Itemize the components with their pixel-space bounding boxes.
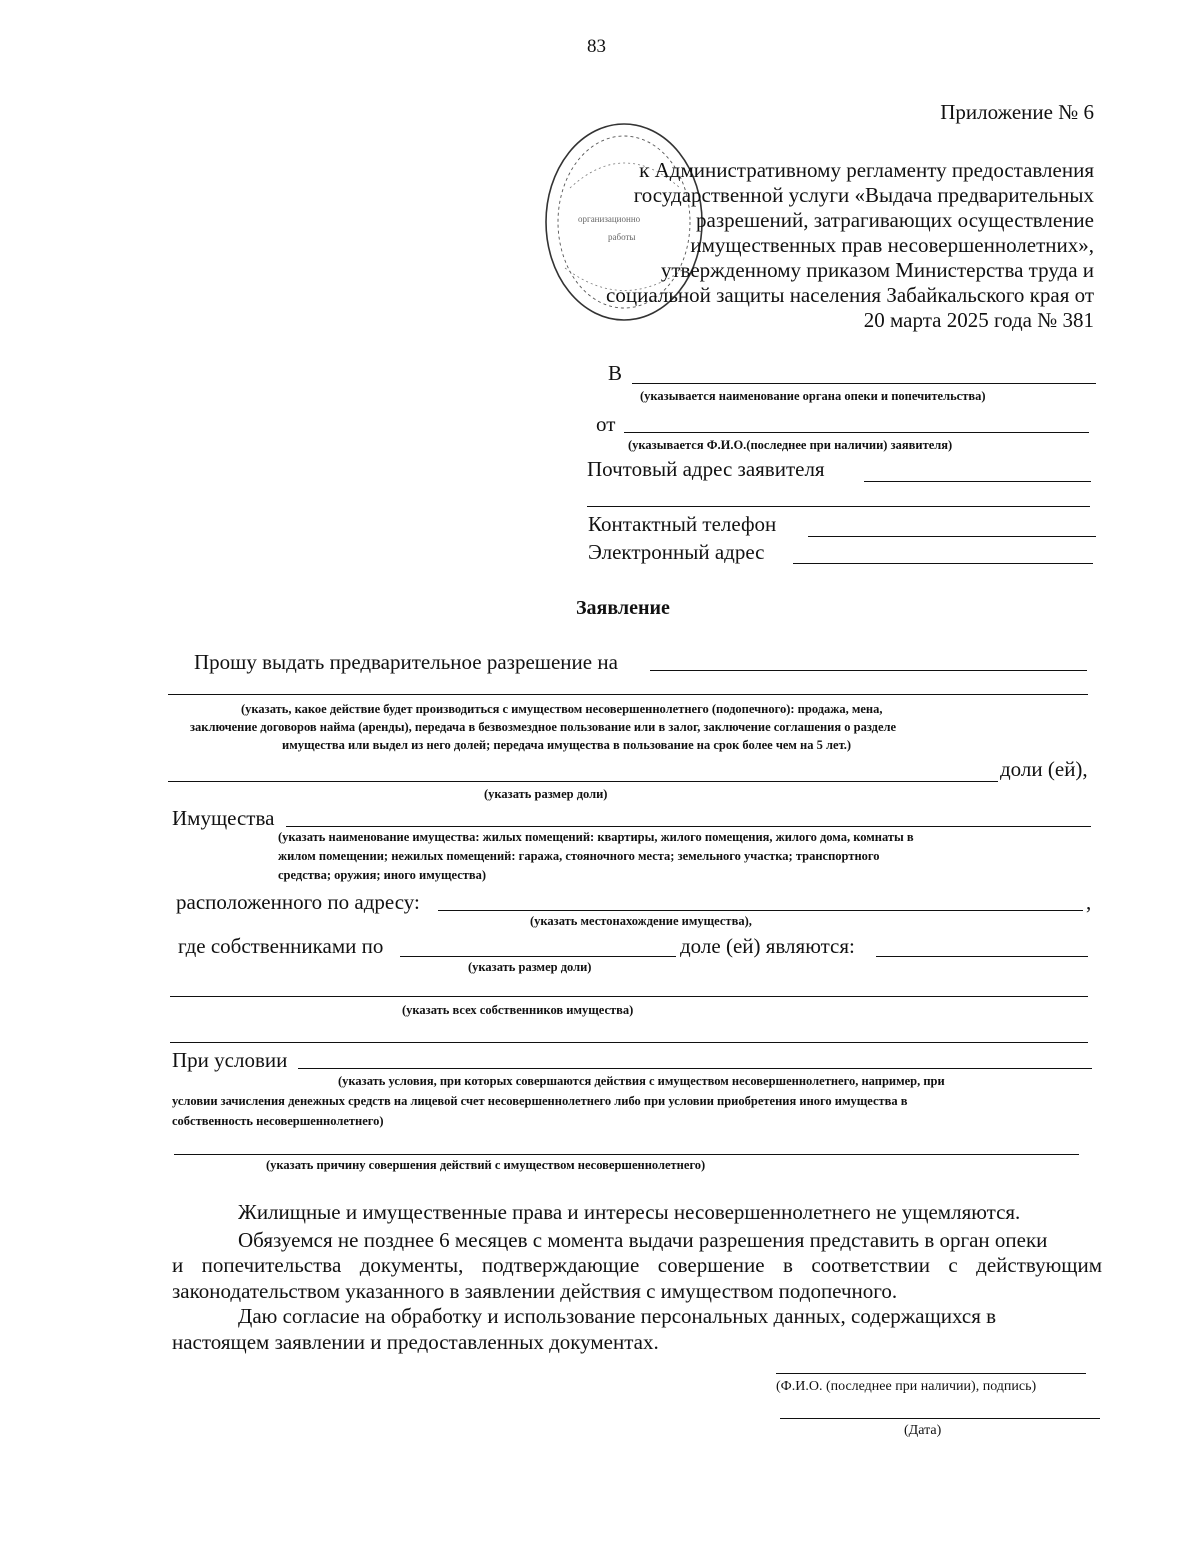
owners-line-3 <box>170 1042 1088 1043</box>
signature-line <box>776 1373 1086 1374</box>
phone-line <box>808 536 1096 537</box>
date-hint: (Дата) <box>904 1423 942 1438</box>
date-line <box>780 1418 1100 1419</box>
phone-label: Контактный телефон <box>588 512 777 536</box>
paragraph-2-rest: и попечительства документы, подтверждающие совершение в соответствии с действующим законодательством указанного в заявлении действия с имуществом подопечного. <box>172 1253 1102 1303</box>
appendix-line-3: разрешений, затрагивающих осуществление <box>696 208 1094 232</box>
action-hint-2: заключение договоров найма (аренды), передача в безвозмездное пользование или в залог, заключение соглашения о разделе <box>190 720 897 734</box>
owners-share-line <box>400 956 676 957</box>
condition-line <box>298 1068 1092 1069</box>
stamp-text-line-2: работы <box>608 232 636 242</box>
appendix-title: Приложение № 6 <box>940 100 1094 124</box>
signature-hint: (Ф.И.О. (последнее при наличии), подпись) <box>776 1379 1037 1394</box>
condition-label: При условии <box>172 1048 288 1072</box>
to-label: В <box>608 361 623 385</box>
address-label: расположенного по адресу: <box>176 890 420 914</box>
from-label: от <box>596 412 616 436</box>
action-hint-1: (указать, какое действие будет производиться с имуществом несовершеннолетнего (подопечного): продажа, мена, <box>241 702 883 716</box>
reason-line <box>174 1154 1079 1155</box>
paragraph-1: Жилищные и имущественные права и интересы несовершеннолетнего не ущемляются. <box>238 1200 1021 1224</box>
email-label: Электронный адрес <box>588 540 765 564</box>
appendix-line-7: 20 марта 2025 года № 381 <box>863 308 1094 332</box>
property-hint-1: (указать наименование имущества: жилых помещений: квартиры, жилого помещения, жилого дома, комнаты в <box>278 830 914 844</box>
appendix-line-6: социальной защиты населения Забайкальского края от <box>606 283 1094 307</box>
to-hint: (указывается наименование органа опеки и попечительства) <box>640 389 986 403</box>
address-comma: , <box>1086 890 1092 914</box>
postal-label: Почтовый адрес заявителя <box>587 457 825 481</box>
appendix-line-1: к Административному регламенту предоставления <box>639 158 1094 182</box>
condition-hint-1: (указать условия, при которых совершаются действия с имуществом несовершеннолетнего, например, при <box>338 1074 945 1088</box>
action-hint-3: имущества или выдел из него долей; передача имущества в пользование на срок более чем на 5 лет.) <box>282 738 852 752</box>
owners-hint: (указать всех собственников имущества) <box>402 1003 634 1017</box>
property-line <box>286 826 1091 827</box>
stamp-text-line-1: организационно <box>578 214 641 224</box>
postal-line-1 <box>864 481 1091 482</box>
condition-hint-2: условии зачисления денежных средств на лицевой счет несовершеннолетнего либо при условии приобретения иного имущества в <box>172 1094 908 1108</box>
share-line <box>168 781 998 782</box>
from-hint: (указывается Ф.И.О.(последнее при наличии) заявителя) <box>628 438 953 452</box>
paragraph-3-first-line: Даю согласие на обработку и использование персональных данных, содержащихся в <box>238 1304 997 1328</box>
reason-hint: (указать причину совершения действий с имуществом несовершеннолетнего) <box>266 1158 706 1172</box>
email-line <box>793 563 1093 564</box>
share-suffix: доли (ей), <box>1000 757 1088 781</box>
owners-label: где собственниками по <box>178 934 384 958</box>
paragraph-3-rest: настоящем заявлении и предоставленных документах. <box>172 1330 659 1354</box>
owners-line-1 <box>876 956 1088 957</box>
request-line-2 <box>168 694 1088 695</box>
document-title: Заявление <box>576 597 670 619</box>
request-line-1 <box>650 670 1087 671</box>
paragraph-2-first-line: Обязуемся не позднее 6 месяцев с момента выдачи разрешения представить в орган опеки <box>238 1228 1048 1252</box>
property-label: Имущества <box>172 806 275 830</box>
owners-share-hint: (указать размер доли) <box>468 960 592 974</box>
address-line <box>438 910 1083 911</box>
page-number: 83 <box>587 36 606 57</box>
share-hint: (указать размер доли) <box>484 787 608 801</box>
to-line <box>632 383 1096 384</box>
from-line <box>624 432 1089 433</box>
appendix-line-5: утвержденному приказом Министерства труда и <box>660 258 1094 282</box>
property-hint-2: жилом помещении; нежилых помещений: гаража, стояночного места; земельного участка; транспортного <box>278 849 880 863</box>
address-hint: (указать местонахождение имущества), <box>530 914 752 928</box>
appendix-line-4: имущественных прав несовершеннолетних», <box>690 233 1094 257</box>
appendix-line-2: государственной услуги «Выдача предварительных <box>633 183 1094 207</box>
request-label: Прошу выдать предварительное разрешение на <box>194 650 618 674</box>
owners-line-2 <box>170 996 1088 997</box>
owners-mid: доле (ей) являются: <box>680 934 855 958</box>
condition-hint-3: собственность несовершеннолетнего) <box>172 1114 384 1128</box>
postal-line-2 <box>587 506 1090 507</box>
property-hint-3: средства; оружия; иного имущества) <box>278 868 487 882</box>
